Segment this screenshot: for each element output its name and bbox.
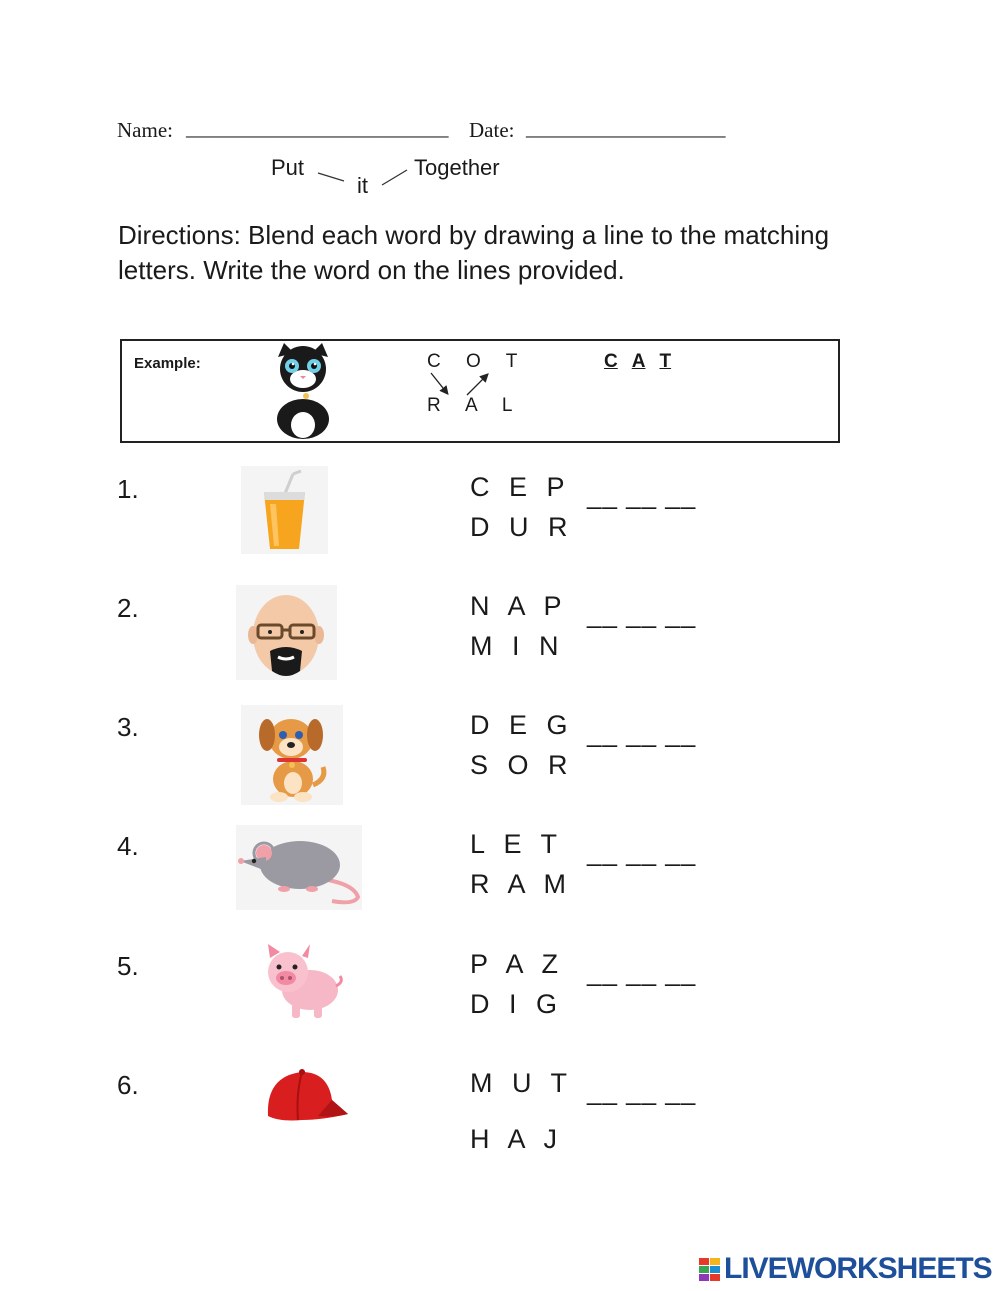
- item-number: 6.: [117, 1070, 139, 1100]
- pig-icon: [262, 942, 346, 1022]
- item-top-letters: M U T: [470, 1068, 573, 1098]
- item-number: 1.: [117, 474, 139, 504]
- item-bottom-letters: S O R: [470, 750, 574, 780]
- example-answer-letter: A: [631, 351, 646, 372]
- item-bottom-letters: M I N: [470, 631, 565, 661]
- example-label: Example:: [134, 355, 201, 372]
- item-top-letters: C E P: [470, 472, 571, 502]
- item-bottom-letters: D I G: [470, 989, 564, 1019]
- answer-blanks[interactable]: __ __ __: [587, 480, 697, 510]
- item-number: 3.: [117, 712, 139, 742]
- item-top-letters: P A Z: [470, 949, 565, 979]
- example-box: [120, 339, 840, 443]
- example-answer-letter: T: [659, 351, 672, 372]
- answer-blanks[interactable]: __ __ __: [587, 957, 697, 987]
- example-answer: [604, 351, 685, 373]
- item-number: 2.: [117, 593, 139, 623]
- name-label: Name:: [117, 118, 173, 142]
- title-word-put: Put: [271, 155, 305, 180]
- item-bottom-letters: D U R: [470, 512, 574, 542]
- item-number: 5.: [117, 951, 139, 981]
- answer-blanks[interactable]: __ __ __: [587, 837, 697, 867]
- item-top-letters: N A P: [470, 591, 568, 621]
- hat-icon: [262, 1066, 350, 1130]
- answer-blanks[interactable]: __ __ __: [587, 599, 697, 629]
- example-arrows: [427, 371, 497, 399]
- item-bottom-letters: R A M: [470, 869, 573, 899]
- title-word-together: Together: [414, 155, 500, 180]
- item-number: 4.: [117, 831, 139, 861]
- liveworksheets-logo-icon: [699, 1258, 721, 1282]
- directions-text: Directions: Blend each word by drawing a line to the matching letters. Write the word on the lines provided.: [118, 220, 830, 285]
- liveworksheets-brand[interactable]: LIVEWORKSHEETS: [724, 1252, 992, 1285]
- date-line[interactable]: ___________________: [526, 116, 726, 140]
- date-label: Date:: [469, 118, 515, 142]
- answer-blanks[interactable]: __ __ __: [587, 1076, 697, 1106]
- answer-blanks[interactable]: __ __ __: [587, 718, 697, 748]
- rat-icon: [236, 825, 362, 910]
- cat-icon: [270, 343, 336, 439]
- item-bottom-letters: H A J: [470, 1124, 564, 1154]
- name-line[interactable]: _________________________: [186, 116, 449, 140]
- item-top-letters: L E T: [470, 829, 564, 859]
- man-icon: [236, 585, 337, 680]
- cup-icon: [241, 466, 328, 554]
- dog-icon: [241, 705, 343, 805]
- example-top-letters: C O T: [427, 351, 528, 372]
- title-word-it: it: [357, 173, 368, 198]
- item-top-letters: D E G: [470, 710, 574, 740]
- example-bottom-letters: R A L: [427, 395, 523, 416]
- example-answer-letter: C: [604, 351, 618, 372]
